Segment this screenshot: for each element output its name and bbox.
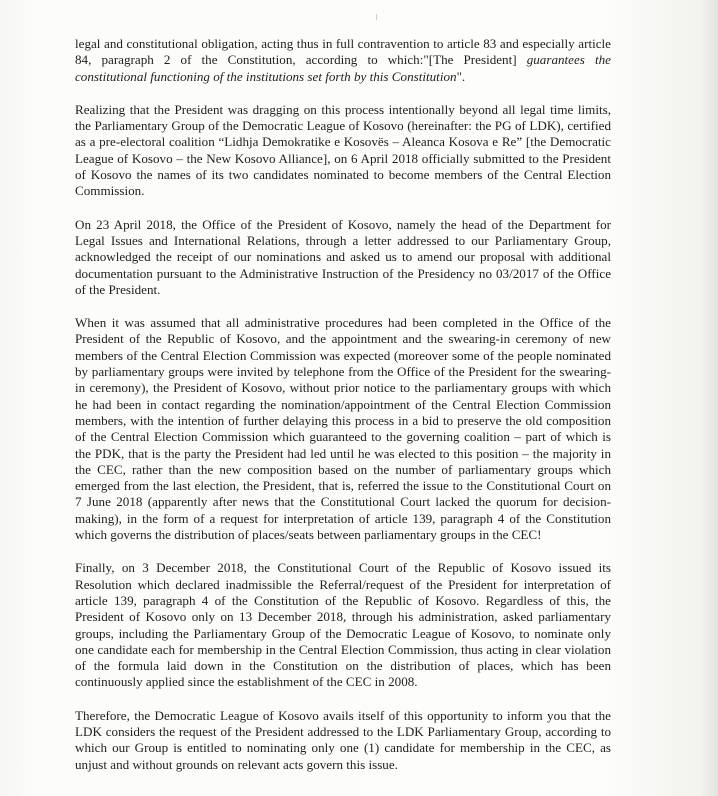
paragraph-5: Finally, on 3 December 2018, the Constitutional Court of the Republic of Kosovo issued its Resolution which declared inadmissible the Referral/request of the President for interpretation of article 139, paragraph 4 of the Constitution of the Republic of Kosovo. Regardless of this, the President of Kosovo only on 13 December 2018, through his administration, asked parliamentary groups, including the Parliamentary Group of the Democratic League of Kosovo, to nominate only one candidate each for membership in the Central Election Commission, thus acting in clear violation of the formula laid down in the Constitution on the distribution of places, which has been continuously applied since the establishment of the CEC in 2008. xyxy=(75,560,611,690)
paragraph-1-quote: guarantees the constitutional functioning of the institutions set forth by this Constitution xyxy=(75,52,611,84)
paragraph-4: When it was assumed that all administrative procedures had been completed in the Office of the President of the Republic of Kosovo, and the appointment and the swearing-in ceremony of new members of the Central Election Commission was expected (moreover some of the people nominated by parliamentary groups were invited by telephone from the Office of the President for the swearing-in ceremony), the President of Kosovo, without prior notice to the parliamentary groups with which he had been in contact regarding the nomination/appointment of the Central Election Commission members, with the intention of further delaying this process in a bid to preserve the old composition of the Central Election Commission which guaranteed to the governing coalition – part of which is the PDK, that is the party the President had led until he was elected to this position – the majority in the CEC, rather than the new composition based on the number of parliamentary groups which emerged from the last election, the President, that is, referred the issue to the Constitutional Court on 7 June 2018 (apparently after news that the Constitutional Court lacked the quorum for decision-making), in the form of a request for interpretation of article 139, paragraph 4 of the Constitution which governs the distribution of places/seats between parliamentary groups in the CEC! xyxy=(75,315,611,543)
paragraph-1 xyxy=(75,36,611,85)
paragraph-6: Therefore, the Democratic League of Kosovo avails itself of this opportunity to inform you that the LDK considers the request of the President addressed to the LDK Parliamentary Group, according to which our Group is entitled to nominating only one (1) candidate for membership in the CEC, as unjust and without grounds on relevant acts govern this issue. xyxy=(75,707,611,772)
paragraph-2: Realizing that the President was dragging on this process intentionally beyond all legal time limits, the Parliamentary Group of the Democratic League of Kosovo (hereinafter: the PG of LDK), certified as a pre-electoral coalition “Lidhja Demokratike e Kosovës – Aleanca Kosova e Re” [the Democratic League of Kosovo – the New Kosovo Alliance], on 6 April 2018 officially submitted to the President of Kosovo the names of its two candidates nominated to become members of the Central Election Commission. xyxy=(75,101,611,199)
paragraph-1-tail: ". xyxy=(456,68,466,84)
page-mark xyxy=(376,14,377,20)
paragraph-3: On 23 April 2018, the Office of the President of Kosovo, namely the head of the Department for Legal Issues and International Relations, through a letter addressed to our Parliamentary Group, acknowledged the receipt of our nominations and asked us to amend our proposal with additional documentation pursuant to the Administrative Instruction of the Presidency no 03/2017 of the Office of the President. xyxy=(75,216,611,297)
paragraph-1-text: legal and constitutional obligation, acting thus in full contravention to article 83 and especially article 84, paragraph 2 of the Constitution, according to which:"[The President] xyxy=(75,36,611,68)
document-body xyxy=(75,36,611,790)
